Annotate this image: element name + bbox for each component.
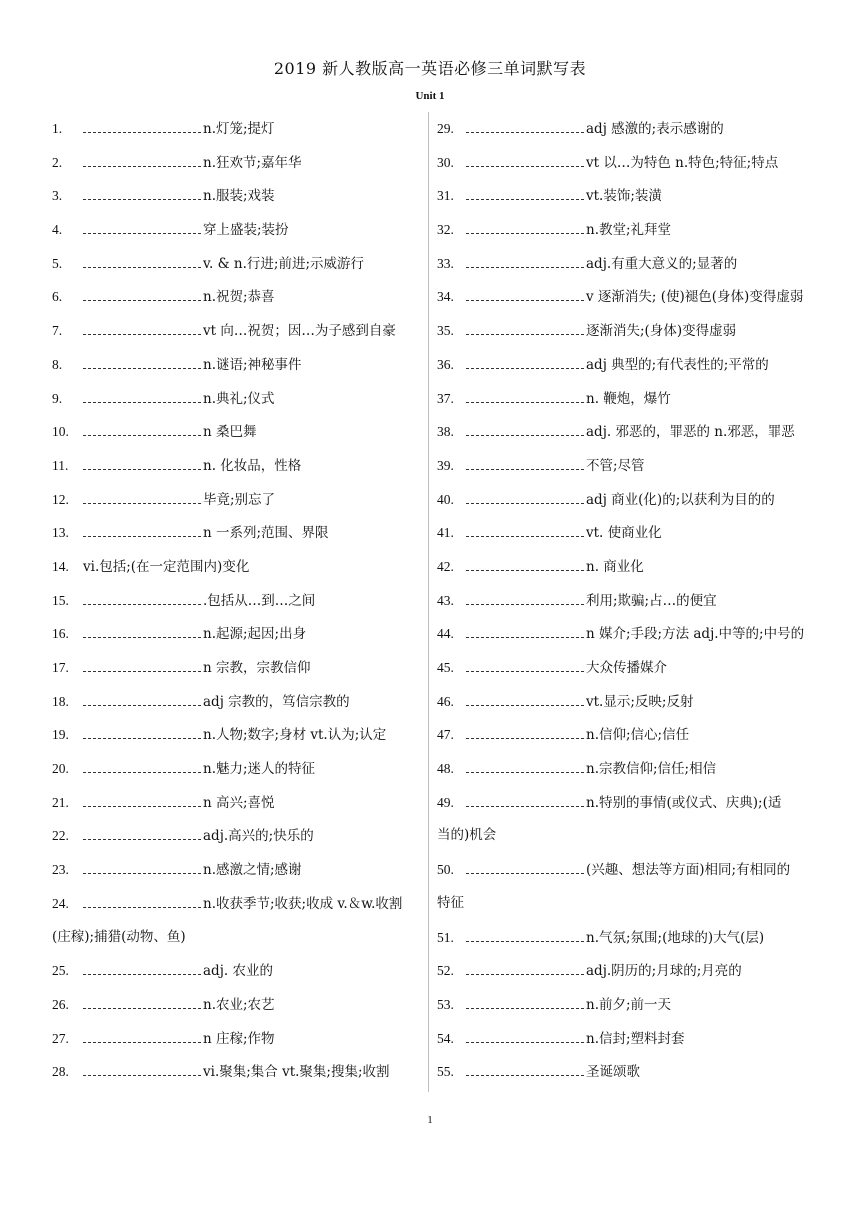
item-number: 48. bbox=[437, 761, 454, 777]
vocab-item bbox=[437, 146, 817, 180]
answer-blank[interactable] bbox=[83, 457, 201, 470]
item-number: 17. bbox=[52, 660, 69, 675]
item-number: 43. bbox=[437, 592, 454, 608]
left-column bbox=[52, 112, 422, 1089]
answer-blank[interactable] bbox=[466, 457, 584, 470]
definition-text: n.信仰;信心;信任 bbox=[586, 727, 690, 744]
vocab-item bbox=[437, 179, 817, 213]
definition-text: n. 化妆品，性格 bbox=[203, 457, 302, 474]
item-number: 13. bbox=[52, 525, 69, 541]
right-column bbox=[437, 112, 817, 1089]
vocab-item bbox=[437, 247, 817, 281]
vocab-item bbox=[437, 449, 817, 483]
item-number: 15. bbox=[52, 592, 69, 608]
answer-blank[interactable] bbox=[466, 356, 584, 369]
answer-blank[interactable] bbox=[83, 1029, 201, 1042]
vocab-item bbox=[437, 584, 817, 618]
answer-blank[interactable] bbox=[83, 187, 201, 200]
vocab-item bbox=[52, 617, 422, 651]
definition-text: 不管;尽管 bbox=[586, 457, 645, 474]
answer-blank[interactable] bbox=[83, 120, 201, 133]
answer-blank[interactable] bbox=[466, 996, 584, 1009]
item-number: 35. bbox=[437, 323, 454, 339]
definition-text: adj. 邪恶的，罪恶的 n.邪恶，罪恶 bbox=[586, 424, 795, 441]
item-number: 28. bbox=[52, 1064, 69, 1080]
answer-blank[interactable] bbox=[83, 726, 201, 739]
item-number: 49. bbox=[437, 794, 454, 810]
item-number: 24. bbox=[52, 895, 69, 911]
answer-blank[interactable] bbox=[83, 591, 201, 604]
item-number: 12. bbox=[52, 491, 69, 507]
definition-text: 当的)机会 bbox=[437, 827, 497, 844]
definition-text: adj.高兴的;快乐的 bbox=[203, 828, 314, 845]
item-number: 6. bbox=[52, 289, 63, 305]
vocab-item bbox=[437, 348, 817, 382]
definition-text: n.魅力;迷人的特征 bbox=[203, 761, 316, 778]
vocab-item bbox=[437, 853, 817, 887]
definition-text: n.狂欢节;嘉年华 bbox=[203, 154, 302, 171]
answer-blank[interactable] bbox=[83, 794, 201, 807]
definition-text: (兴趣、想法等方面)相同;有相同的 bbox=[586, 862, 791, 879]
vocab-item bbox=[52, 1055, 422, 1089]
vocab-item bbox=[52, 449, 422, 483]
definition-text: n.灯笼;提灯 bbox=[203, 121, 275, 137]
answer-blank[interactable] bbox=[83, 322, 201, 335]
answer-blank[interactable] bbox=[466, 962, 584, 975]
item-number: 23. bbox=[52, 862, 69, 878]
answer-blank[interactable] bbox=[83, 255, 201, 268]
item-number: 30. bbox=[437, 154, 454, 170]
answer-blank[interactable] bbox=[83, 423, 201, 436]
answer-blank[interactable] bbox=[466, 591, 584, 604]
vocab-continuation bbox=[437, 887, 817, 921]
answer-blank[interactable] bbox=[466, 524, 584, 537]
vocab-item bbox=[52, 112, 422, 146]
vocab-item bbox=[52, 382, 422, 416]
definition-text: n.宗教信仰;信任;相信 bbox=[586, 761, 717, 778]
item-number: 11. bbox=[52, 457, 69, 473]
definition-text: 圣诞颂歌 bbox=[586, 1064, 640, 1081]
definition-text: n.祝贺;恭喜 bbox=[203, 289, 275, 306]
vocab-item bbox=[437, 415, 817, 449]
vocab-item bbox=[52, 786, 422, 820]
item-number: 14. bbox=[52, 558, 69, 574]
answer-blank[interactable] bbox=[83, 389, 201, 402]
definition-text: vt. 使商业化 bbox=[586, 525, 662, 542]
definition-text: 毕竟;别忘了 bbox=[203, 491, 276, 508]
vocab-item bbox=[437, 617, 817, 651]
unit-heading: Unit 1 bbox=[415, 90, 445, 102]
item-number: 34. bbox=[437, 289, 454, 305]
item-number: 19. bbox=[52, 727, 69, 743]
vocab-item bbox=[52, 819, 422, 853]
definition-text: adj. 农业的 bbox=[203, 963, 273, 980]
item-number: 21. bbox=[52, 794, 69, 810]
vocab-item bbox=[52, 584, 422, 618]
item-number: 32. bbox=[437, 222, 454, 238]
definition-text: n.特别的事情(或仪式、庆典);(适 bbox=[586, 794, 782, 811]
item-number: 50. bbox=[437, 862, 454, 878]
answer-blank[interactable] bbox=[83, 524, 201, 537]
definition-text: v 逐渐消失; (使)褪色(身体)变得虚弱 bbox=[586, 289, 804, 306]
vocab-item bbox=[52, 718, 422, 752]
answer-blank[interactable] bbox=[83, 861, 201, 874]
vocab-item bbox=[437, 280, 817, 314]
item-number: 9. bbox=[52, 390, 63, 406]
answer-blank[interactable] bbox=[83, 996, 201, 1009]
vocab-item bbox=[52, 213, 422, 247]
definition-text: n 桑巴舞 bbox=[203, 424, 257, 441]
item-number: 16. bbox=[52, 626, 69, 642]
definition-text: 特征 bbox=[437, 894, 464, 911]
definition-text: n.信封;塑料封套 bbox=[586, 1030, 685, 1047]
item-number: 41. bbox=[437, 525, 454, 541]
vocab-item bbox=[437, 718, 817, 752]
item-number: 29. bbox=[437, 121, 454, 136]
vocab-item bbox=[437, 483, 817, 517]
item-number: 53. bbox=[437, 996, 454, 1012]
definition-text: .包括从…到…之间 bbox=[203, 592, 316, 609]
answer-blank[interactable] bbox=[466, 490, 584, 503]
vocab-item bbox=[52, 853, 422, 887]
answer-blank[interactable] bbox=[83, 659, 201, 672]
answer-blank[interactable] bbox=[466, 726, 584, 739]
item-number: 2. bbox=[52, 154, 63, 170]
item-number: 54. bbox=[437, 1030, 454, 1046]
definition-text: adj.有重大意义的;显著的 bbox=[586, 255, 738, 272]
item-number: 40. bbox=[437, 491, 454, 507]
item-number: 52. bbox=[437, 963, 454, 979]
vocab-item bbox=[437, 954, 817, 988]
item-number: 36. bbox=[437, 356, 454, 372]
vocab-item bbox=[52, 516, 422, 550]
definition-text: n. 商业化 bbox=[586, 558, 644, 575]
vocab-item bbox=[52, 247, 422, 281]
answer-blank[interactable] bbox=[83, 154, 201, 167]
answer-blank[interactable] bbox=[83, 625, 201, 638]
answer-blank[interactable] bbox=[466, 154, 584, 167]
answer-blank[interactable] bbox=[466, 558, 584, 571]
answer-blank[interactable] bbox=[83, 693, 201, 706]
vocab-continuation bbox=[437, 819, 817, 853]
vocab-item bbox=[52, 651, 422, 685]
answer-blank[interactable] bbox=[466, 322, 584, 335]
vocab-item bbox=[437, 213, 817, 247]
item-number: 10. bbox=[52, 424, 69, 440]
item-number: 5. bbox=[52, 255, 63, 271]
item-number: 18. bbox=[52, 693, 69, 709]
answer-blank[interactable] bbox=[466, 625, 584, 638]
answer-blank[interactable] bbox=[466, 794, 584, 807]
item-number: 7. bbox=[52, 323, 63, 339]
answer-blank[interactable] bbox=[466, 221, 584, 234]
vocab-item bbox=[437, 382, 817, 416]
answer-blank[interactable] bbox=[466, 760, 584, 773]
definition-text: n 媒介;手段;方法 adj.中等的;中号的 bbox=[586, 626, 805, 643]
definition-text: adj 典型的;有代表性的;平常的 bbox=[586, 356, 769, 373]
definition-text: n.起源;起因;出身 bbox=[203, 626, 307, 643]
answer-blank[interactable] bbox=[83, 490, 201, 503]
vocab-item bbox=[437, 516, 817, 550]
item-number: 20. bbox=[52, 761, 69, 777]
definition-text: n.教堂;礼拜堂 bbox=[586, 222, 672, 239]
definition-text: vi.包括;(在一定范围内)变化 bbox=[83, 558, 250, 575]
vocab-item bbox=[52, 314, 422, 348]
answer-blank[interactable] bbox=[83, 356, 201, 369]
definition-text: n.感激之情;感谢 bbox=[203, 862, 302, 879]
vocab-item bbox=[437, 685, 817, 719]
definition-text: n 宗教，宗教信仰 bbox=[203, 660, 311, 676]
vocab-item bbox=[437, 921, 817, 955]
vocab-item bbox=[437, 752, 817, 786]
definition-text: adj 感激的;表示感谢的 bbox=[586, 121, 724, 137]
answer-blank[interactable] bbox=[83, 895, 201, 908]
definition-text: vt.显示;反映;反射 bbox=[586, 693, 694, 710]
vocab-item bbox=[437, 651, 817, 685]
definition-text: n.前夕;前一天 bbox=[586, 996, 672, 1013]
vocab-item bbox=[52, 887, 422, 921]
item-number: 26. bbox=[52, 996, 69, 1012]
answer-blank[interactable] bbox=[466, 255, 584, 268]
definition-text: n.谜语;神秘事件 bbox=[203, 356, 302, 373]
answer-blank[interactable] bbox=[83, 827, 201, 840]
definition-text: 穿上盛装;装扮 bbox=[203, 222, 289, 239]
answer-blank[interactable] bbox=[83, 1063, 201, 1076]
item-number: 27. bbox=[52, 1030, 69, 1046]
definition-text: 利用;欺骗;占…的便宜 bbox=[586, 592, 717, 609]
vocab-item bbox=[52, 1022, 422, 1056]
vocab-item bbox=[437, 988, 817, 1022]
vocab-item bbox=[437, 314, 817, 348]
definition-text: vt 向…祝贺；因…为子感到自豪 bbox=[203, 323, 396, 340]
vocab-item bbox=[52, 415, 422, 449]
vocab-item bbox=[52, 146, 422, 180]
definition-text: adj 商业(化)的;以获利为目的的 bbox=[586, 491, 775, 508]
item-number: 1. bbox=[52, 121, 63, 136]
answer-blank[interactable] bbox=[466, 928, 584, 941]
vocab-item bbox=[52, 988, 422, 1022]
vocab-item bbox=[52, 179, 422, 213]
vocab-item bbox=[52, 550, 422, 584]
definition-text: vt.装饰;装潢 bbox=[586, 188, 662, 205]
vocab-item bbox=[437, 786, 817, 820]
answer-blank[interactable] bbox=[466, 389, 584, 402]
item-number: 55. bbox=[437, 1064, 454, 1080]
answer-blank[interactable] bbox=[466, 659, 584, 672]
vocab-item bbox=[437, 1022, 817, 1056]
answer-blank[interactable] bbox=[466, 288, 584, 301]
answer-blank[interactable] bbox=[466, 1063, 584, 1076]
definition-text: adj.阴历的;月球的;月亮的 bbox=[586, 963, 742, 980]
item-number: 33. bbox=[437, 255, 454, 271]
answer-blank[interactable] bbox=[466, 423, 584, 436]
definition-text: n.农业;农艺 bbox=[203, 996, 275, 1013]
column-divider bbox=[428, 112, 429, 1092]
item-number: 42. bbox=[437, 558, 454, 574]
definition-text: n 庄稼;作物 bbox=[203, 1030, 275, 1047]
item-number: 3. bbox=[52, 188, 63, 204]
definition-text: adj 宗教的，笃信宗教的 bbox=[203, 693, 350, 710]
vocab-item bbox=[52, 685, 422, 719]
definition-text: vi.聚集;集合 vt.聚集;搜集;收割 bbox=[203, 1064, 390, 1081]
vocab-item bbox=[52, 280, 422, 314]
answer-blank[interactable] bbox=[466, 693, 584, 706]
item-number: 37. bbox=[437, 390, 454, 406]
answer-blank[interactable] bbox=[83, 760, 201, 773]
item-number: 45. bbox=[437, 660, 454, 675]
item-number: 38. bbox=[437, 424, 454, 440]
item-number: 31. bbox=[437, 188, 454, 204]
definition-text: n.人物;数字;身材 vt.认为;认定 bbox=[203, 727, 387, 744]
answer-blank[interactable] bbox=[83, 221, 201, 234]
definition-text: vt 以…为特色 n.特色;特征;特点 bbox=[586, 154, 779, 171]
definition-text: n.收获季节;收获;收成 v.＆w.收割 bbox=[203, 895, 403, 912]
definition-text: n.气氛;氛围;(地球的)大气(层) bbox=[586, 929, 765, 946]
definition-text: n.典礼;仪式 bbox=[203, 390, 275, 407]
definition-text: v. & n.行进;前进;示威游行 bbox=[203, 255, 364, 272]
answer-blank[interactable] bbox=[466, 861, 584, 874]
vocab-item bbox=[52, 752, 422, 786]
vocab-item bbox=[52, 483, 422, 517]
item-number: 22. bbox=[52, 828, 69, 844]
vocab-item bbox=[437, 550, 817, 584]
vocab-continuation bbox=[52, 921, 422, 955]
answer-blank[interactable] bbox=[466, 187, 584, 200]
item-number: 4. bbox=[52, 222, 63, 238]
item-number: 39. bbox=[437, 457, 454, 473]
definition-text: (庄稼);捕猎(动物、鱼) bbox=[52, 928, 186, 945]
definition-text: n. 鞭炮，爆竹 bbox=[586, 390, 671, 407]
vocab-item bbox=[52, 348, 422, 382]
answer-blank[interactable] bbox=[466, 120, 584, 133]
answer-blank[interactable] bbox=[83, 962, 201, 975]
item-number: 25. bbox=[52, 963, 69, 979]
definition-text: 逐渐消失;(身体)变得虚弱 bbox=[586, 323, 737, 340]
item-number: 44. bbox=[437, 626, 454, 642]
vocab-item bbox=[52, 954, 422, 988]
answer-blank[interactable] bbox=[466, 1029, 584, 1042]
definition-text: n 高兴;喜悦 bbox=[203, 794, 275, 811]
page-title: 2019 新人教版高一英语必修三单词默写表 bbox=[273, 59, 587, 78]
page-number: 1 bbox=[427, 1114, 433, 1126]
vocab-item bbox=[437, 112, 817, 146]
item-number: 46. bbox=[437, 693, 454, 709]
definition-text: n 一系列;范围、界限 bbox=[203, 525, 329, 542]
definition-text: 大众传播媒介 bbox=[586, 660, 667, 676]
item-number: 51. bbox=[437, 929, 454, 945]
item-number: 47. bbox=[437, 727, 454, 743]
item-number: 8. bbox=[52, 356, 63, 372]
answer-blank[interactable] bbox=[83, 288, 201, 301]
vocab-item bbox=[437, 1055, 817, 1089]
definition-text: n.服装;戏装 bbox=[203, 188, 275, 205]
